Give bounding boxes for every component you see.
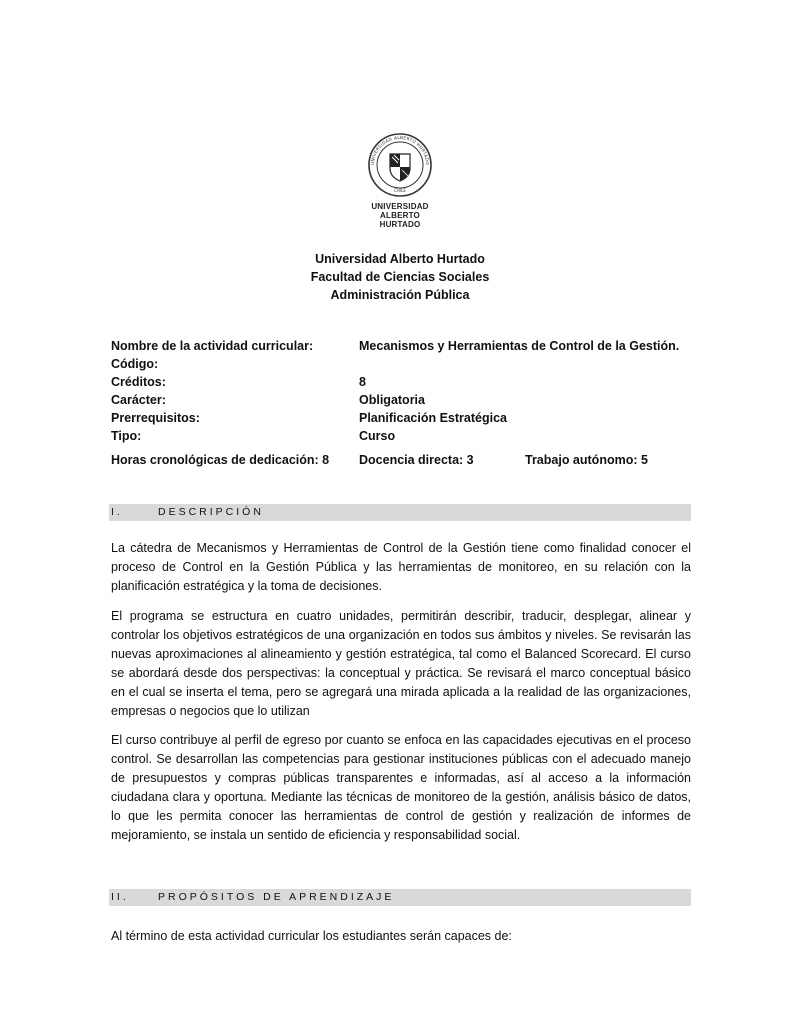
caracter-value: Obligatoria <box>359 393 425 407</box>
program-name: Administración Pública <box>330 288 470 302</box>
university-seal-icon <box>363 132 437 198</box>
seal-country-text: CHILE <box>394 188 406 193</box>
university-logo <box>360 132 440 229</box>
descripcion-paragraph-3: El curso contribuye al perfil de egreso por cuanto se enfoca en las capacidades ejecutivas en el proceso control. Se desarrollan las competencias para gestionar instituciones públicas con el adecuado manejo de presupuestos y compras públicas transparentes e informadas, así al acceso a la información ciudadana clara y oportuna. Mediante las técnicas de monitoreo de la gestión, análisis básico de datos, lo que les permita conocer las herramientas de control de gestión y realización de informes de mejoramiento, se instala un sentido de eficiencia y responsabilidad social. <box>111 733 691 842</box>
creditos-value: 8 <box>359 375 366 389</box>
logo-line-1: UNIVERSIDAD <box>371 202 429 211</box>
caracter-label: Carácter: <box>111 393 166 407</box>
docencia-directa: Docencia directa: 3 <box>359 453 474 467</box>
university-name: Universidad Alberto Hurtado <box>315 252 485 266</box>
seal-ring-text: UNIVERSIDAD ALBERTO HURTADO <box>370 135 430 166</box>
section-number: II. <box>111 891 129 903</box>
section-title: PROPÓSITOS DE APRENDIZAJE <box>158 891 395 903</box>
section-number: I. <box>111 506 123 518</box>
nombre-label: Nombre de la actividad curricular: <box>111 339 314 353</box>
descripcion-paragraph-1: La cátedra de Mecanismos y Herramientas de Control de la Gestión tiene como finalidad conocer el proceso de Control en la Gestión Pública y las herramientas de monitoreo, en su relación con la planificación estratégica y la toma de decisiones. <box>111 541 691 593</box>
section-title: DESCRIPCIÓN <box>158 506 264 518</box>
propositos-intro: Al término de esta actividad curricular los estudiantes serán capaces de: <box>111 929 512 943</box>
prerrequisitos-label: Prerrequisitos: <box>111 411 200 425</box>
tipo-value: Curso <box>359 429 396 443</box>
section-header-propositos <box>109 889 691 906</box>
descripcion-paragraph-2: El programa se estructura en cuatro unidades, permitirán describir, traducir, desplegar, alinear y controlar los objetivos estratégicos de una organización en todos sus ámbitos y niveles. Se revisarán las nuevas aproximaciones al alineamiento y gestión estratégica, tal como el Balanced Scorecard. El curso se abordará desde dos perspectivas: la conceptual y práctica. Se revisará el marco conceptual básico en el cual se inserta el tema, pero se agregará una mirada aplicada a la realidad de las organizaciones, empresas o negocios que lo utilizan <box>111 609 691 718</box>
section-header-descripcion <box>109 504 691 521</box>
tipo-label: Tipo: <box>111 429 142 443</box>
codigo-label: Código: <box>111 357 159 371</box>
prerrequisitos-value: Planificación Estratégica <box>359 411 507 425</box>
faculty-name: Facultad de Ciencias Sociales <box>310 270 490 284</box>
horas-label: Horas cronológicas de dedicación: 8 <box>111 453 330 467</box>
nombre-value: Mecanismos y Herramientas de Control de la Gestión. <box>359 339 680 353</box>
trabajo-autonomo: Trabajo autónomo: 5 <box>525 453 648 467</box>
logo-line-2: ALBERTO HURTADO <box>379 211 421 229</box>
creditos-label: Créditos: <box>111 375 166 389</box>
